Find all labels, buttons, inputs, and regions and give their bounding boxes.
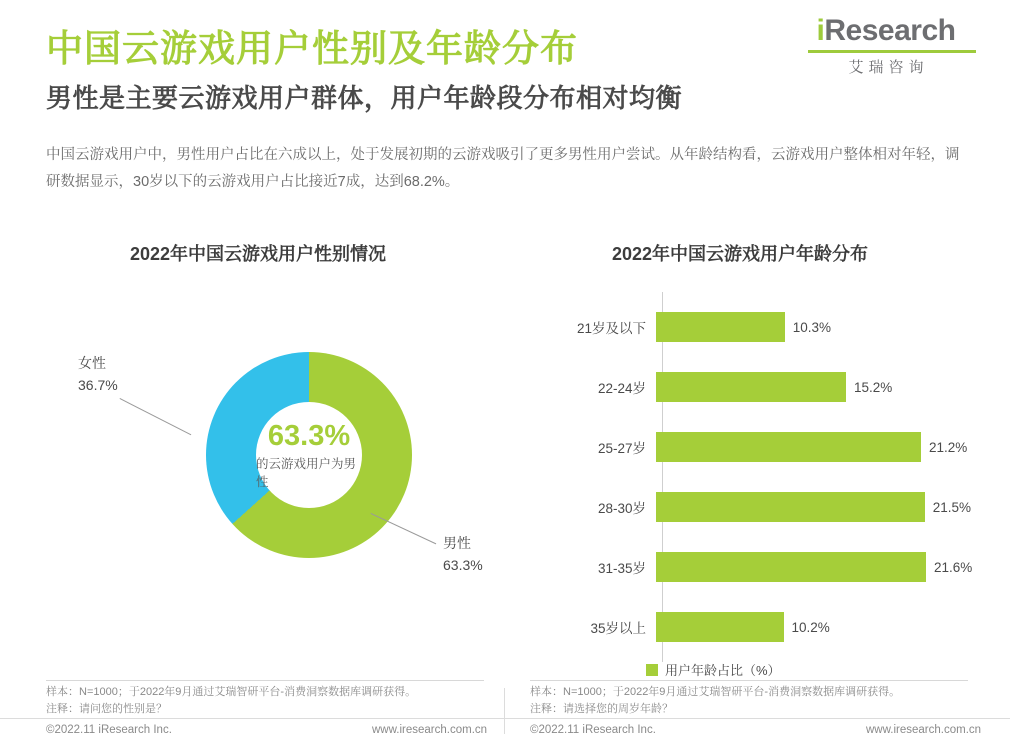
bar-chart-legend [646, 660, 781, 679]
iresearch-logo [796, 14, 976, 77]
bar-chart-axis [662, 292, 663, 662]
lead-paragraph: 中国云游戏用户中，男性用户占比在六成以上，处于发展初期的云游戏吸引了更多男性用户尝试。从年龄结构看，云游戏用户整体相对年轻，调研数据显示，30岁以下的云游戏用户占比接近7成，达到68.2%。 [46, 147, 960, 190]
bar-category-label: 28-30岁 [597, 501, 646, 516]
footer-copyright-left: ©2022.11 iResearch Inc. [46, 724, 172, 736]
bar-value-label: 21.2% [929, 439, 968, 455]
donut-center-caption: 的云游戏用户为男性 [256, 457, 357, 489]
bar-category-label: 22-24岁 [597, 381, 646, 396]
gender-donut-chart [206, 352, 412, 558]
note-right [530, 684, 900, 718]
legend-swatch-icon [646, 664, 658, 676]
age-bar-chart [540, 292, 980, 662]
note-right-sample: 样本：N=1000；于2022年9月通过艾瑞智研平台-消费洞察数据库调研获得。 [530, 686, 901, 698]
donut-label-male-name: 男性 [443, 535, 471, 551]
bar-fill [656, 312, 785, 342]
bar-fill [656, 372, 846, 402]
bar-category-label: 35岁以上 [590, 621, 646, 636]
legend-label: 用户年龄占比（%） [665, 663, 781, 678]
bar-fill [656, 552, 926, 582]
bar-chart-title: 2022年中国云游戏用户年龄分布 [612, 244, 869, 264]
bar-fill [656, 612, 784, 642]
bar-row [540, 312, 831, 342]
logo-chinese: 艾瑞咨询 [848, 59, 929, 76]
page-subtitle: 男性是主要云游戏用户群体，用户年龄段分布相对均衡 [46, 83, 683, 113]
footer-url-left[interactable]: www.iresearch.com.cn [372, 724, 488, 736]
note-right-question: 注释：请选择您的周岁年龄？ [530, 703, 673, 715]
note-left-question: 注释：请问您的性别是？ [46, 703, 167, 715]
donut-label-female-name: 女性 [78, 355, 106, 371]
footer-copyright-right: ©2022.11 iResearch Inc. [530, 724, 656, 736]
bar-row [540, 432, 967, 462]
bar-row [540, 612, 830, 642]
bar-category-label: 25-27岁 [597, 441, 646, 456]
logo-underline [808, 50, 976, 53]
donut-center [256, 402, 362, 508]
logo-research: Research [824, 14, 956, 47]
note-left [46, 684, 416, 718]
note-divider-left [46, 680, 484, 681]
footer-url-right[interactable]: www.iresearch.com.cn [866, 724, 982, 736]
donut-center-value: 63.3% [267, 420, 351, 452]
bar-fill [656, 492, 925, 522]
donut-label-female [78, 352, 118, 396]
bar-row [540, 372, 892, 402]
bar-category-label: 31-35岁 [597, 561, 646, 576]
panel-divider [504, 688, 505, 734]
bar-value-label: 10.3% [792, 319, 832, 335]
donut-chart-title: 2022年中国云游戏用户性别情况 [130, 244, 387, 264]
donut-label-female-value: 36.7% [78, 377, 118, 393]
leader-line-female [120, 398, 192, 435]
donut-label-male [443, 532, 483, 576]
donut-label-male-value: 63.3% [443, 557, 483, 573]
bar-fill [656, 432, 921, 462]
footer-divider [0, 718, 1010, 719]
bar-row [540, 492, 971, 522]
bar-value-label: 15.2% [854, 379, 893, 395]
note-divider-right [530, 680, 968, 681]
logo-i: i [816, 14, 825, 47]
bar-value-label: 21.5% [932, 499, 972, 515]
bar-value-label: 21.6% [934, 559, 973, 575]
bar-row [540, 552, 972, 582]
bar-value-label: 10.2% [791, 619, 830, 635]
note-left-sample: 样本：N=1000；于2022年9月通过艾瑞智研平台-消费洞察数据库调研获得。 [46, 686, 417, 698]
page-title: 中国云游戏用户性别及年龄分布 [46, 28, 578, 69]
logo-wordmark [796, 14, 976, 48]
bar-category-label: 21岁及以下 [576, 321, 646, 336]
